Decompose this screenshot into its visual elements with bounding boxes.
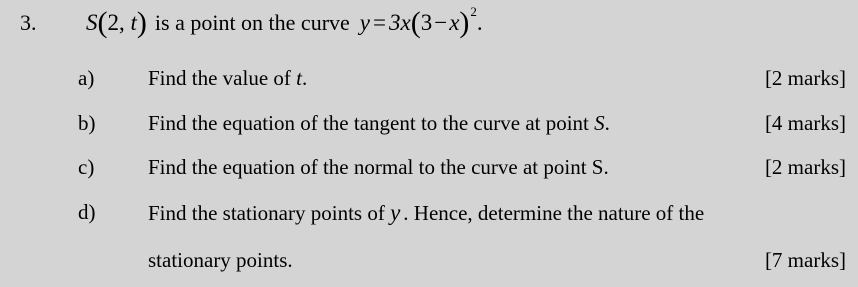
part-c-text: Find the equation of the normal to the curve at point S.	[148, 155, 609, 179]
part-b-label: b)	[78, 111, 96, 135]
curve-equation: $y = 3x(3-x)^2$.	[359, 4, 483, 39]
part-d-text: Find the stationary points of y . Hence, determine the nature of the	[148, 200, 705, 225]
part-b-text: Find the equation of the tangent to the curve at point S.	[148, 111, 610, 135]
point-s: S(2, t)	[86, 6, 147, 39]
stem-text: is a point on the curve	[154, 10, 350, 35]
part-a-marks: [2 marks]	[764, 66, 846, 90]
part-d-marks: [7 marks]	[764, 248, 846, 272]
question-stem	[86, 4, 483, 39]
part-a-text: Find the value of t.	[148, 66, 308, 90]
question-number: 3.	[20, 10, 37, 35]
part-a-label: a)	[78, 66, 95, 90]
part-d-label: d)	[78, 200, 96, 224]
part-c-label: c)	[78, 155, 95, 179]
part-c-marks: [2 marks]	[764, 155, 846, 179]
part-b-marks: [4 marks]	[764, 111, 846, 135]
exponent: 2	[470, 4, 477, 19]
part-d-text-line2: stationary points.	[148, 248, 293, 272]
